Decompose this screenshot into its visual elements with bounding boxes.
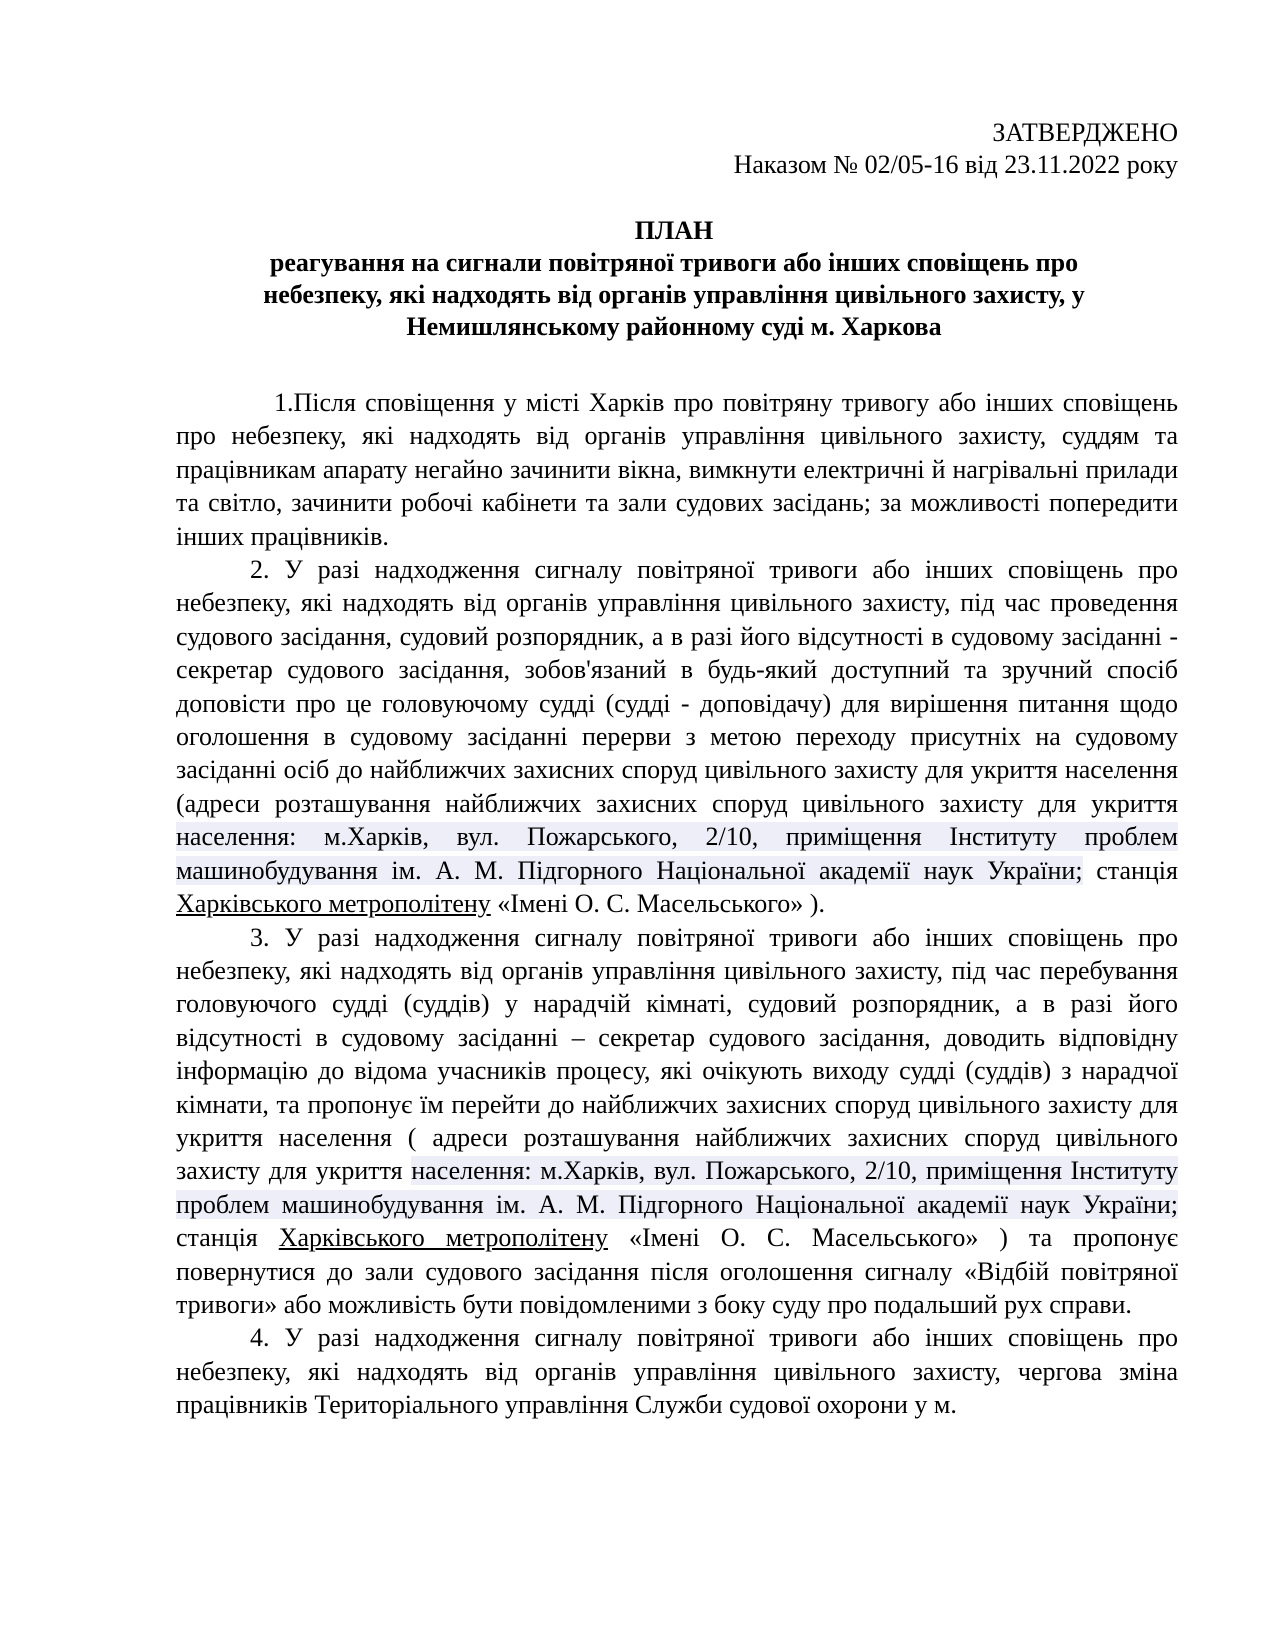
paragraph-2-address: населення: м.Харків, вул. Пожарського, 2/10, приміщення Інституту проблем машинобудування ім. А. М. Підгорного Національної академії наук України; <box>176 822 1178 885</box>
document-title <box>170 215 1178 343</box>
document-body <box>176 386 1178 1422</box>
paragraph-2-station-label: станція <box>1082 855 1178 885</box>
approval-order: Наказом № 02/05-16 від 23.11.2022 року <box>733 150 1178 179</box>
paragraph-3-station-label: станція <box>176 1223 279 1253</box>
approval-stamp <box>734 117 1178 181</box>
paragraph-3-station-name: «Імені О. С. Масельського» ) та пропонує повернутися до зали судового засідання після оголошення сигналу «Відбій повітряної тривоги» або можливість бути повідомленими з боку суду про подальший рух справи. <box>176 1223 1178 1319</box>
paragraph-4-text: 4. У разі надходження сигналу повітряної тривоги або інших сповіщень про небезпеку, які надходять від органів управління цивільного захисту, чергова зміна працівників Територіального управління Служби судової охорони у м. <box>176 1323 1178 1420</box>
title-heading: ПЛАН <box>634 216 714 245</box>
title-line-1: реагування на сигнали повітряної тривоги або інших сповіщень про <box>269 248 1079 277</box>
paragraph-2-metro-link: Харківського метрополітену <box>176 889 491 919</box>
paragraph-2 <box>176 553 1178 920</box>
title-line-3: Немишлянському районному суді м. Харкова <box>406 312 942 341</box>
paragraph-4 <box>176 1321 1178 1421</box>
paragraph-3 <box>176 921 1178 1322</box>
approval-label: ЗАТВЕРДЖЕНО <box>992 118 1178 147</box>
paragraph-3-text: 3. У разі надходження сигналу повітряної тривоги або інших сповіщень про небезпеку, які надходять від органів управління цивільного захисту, під час перебування головуючого судді (суддів) у нарадчій кімнаті, судовий розпорядник, а в разі його відсутності в судовому засіданні – секретар судового засідання, доводить відповідну інформацію до відома учасників процесу, які очікують виходу судді (суддів) з нарадчої кімнати, та пропонує їм перейти до найближчих захисних споруд цивільного захисту для укриття населення ( адреси розташування найближчих захисних споруд цивільного захисту для укриття <box>176 922 1178 1186</box>
paragraph-2-station-name: «Імені О. С. Масельського» ). <box>490 889 825 919</box>
paragraph-2-text: 2. У разі надходження сигналу повітряної тривоги або інших сповіщень про небезпеку, які надходять від органів управління цивільного захисту, під час проведення судового засідання, судовий розпорядник, а в разі його відсутності в судовому засіданні - секретар судового засідання, зобов'язаний в будь-який доступний та зручний спосіб доповісти про це головуючому судді (судді - доповідачу) для вирішення питання щодо оголошення в судовому засіданні перерви з метою переходу присутніх на судовому засіданні осіб до найближчих захисних споруд цивільного захисту для укриття населення (адреси розташування найближчих захисних споруд цивільного захисту для укриття <box>176 555 1178 818</box>
paragraph-3-metro-link: Харківського метрополітену <box>278 1223 608 1253</box>
paragraph-3-address: населення: м.Харків, вул. Пожарського, 2/10, приміщення Інституту проблем машинобудування ім. А. М. Підгорного Національної академії наук України; <box>176 1156 1178 1219</box>
paragraph-1-text: 1.Після сповіщення у місті Харків про повітряну тривогу або інших сповіщень про небезпеку, які надходять від органів управління цивільного захисту, суддям та працівникам апарату негайно зачинити вікна, вимкнути електричні й нагрівальні прилади та світло, зачинити робочі кабінети та зали судових засідань; за можливості попередити інших працівників. <box>176 388 1178 551</box>
paragraph-1 <box>176 386 1178 553</box>
title-line-2: небезпеку, які надходять від органів управління цивільного захисту, у <box>263 280 1085 309</box>
